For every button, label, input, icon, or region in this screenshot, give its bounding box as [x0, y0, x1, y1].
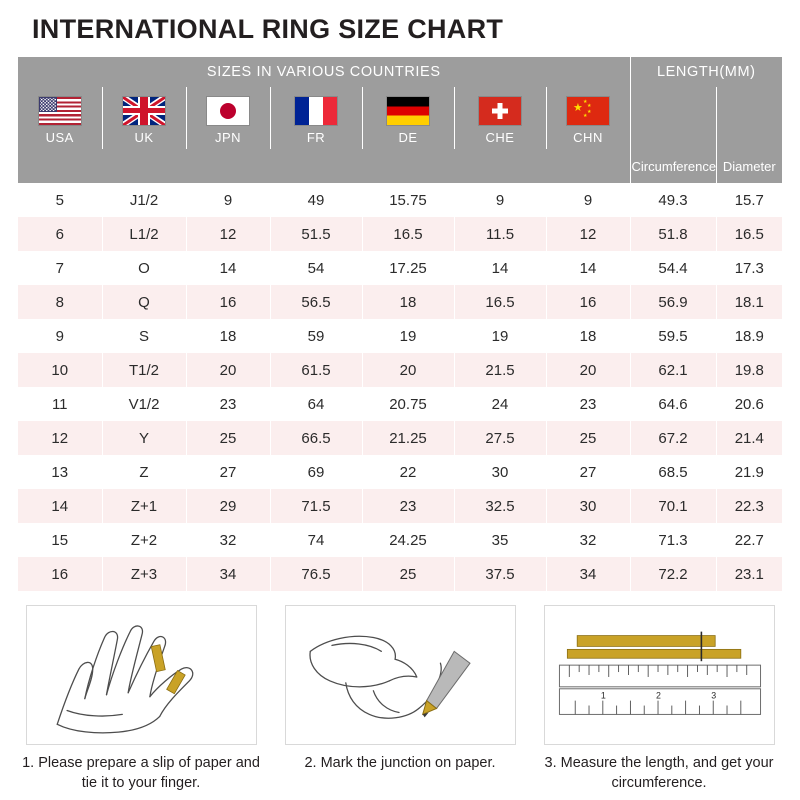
table-row [18, 353, 782, 387]
country-cell-chn [546, 87, 630, 149]
table-row [18, 489, 782, 523]
table-row [18, 285, 782, 319]
country-cell-fr [270, 87, 362, 149]
subheader-circumference: Circumference [630, 149, 716, 183]
cell-usa: 7 [18, 251, 102, 285]
country-label-uk: UK [134, 129, 154, 145]
hand-with-paper-strip-icon [26, 605, 257, 745]
cell-fr: 76.5 [270, 557, 362, 591]
cell-diameter: 16.5 [716, 217, 782, 251]
cell-che: 19 [454, 319, 546, 353]
cell-de: 17.25 [362, 251, 454, 285]
flag-usa-icon [39, 97, 81, 125]
instruction-step-1 [18, 605, 264, 793]
cell-diameter: 17.3 [716, 251, 782, 285]
country-cell-jpn [186, 87, 270, 149]
instructions-section [18, 591, 782, 793]
cell-che: 11.5 [454, 217, 546, 251]
cell-usa: 8 [18, 285, 102, 319]
flag-row [18, 87, 782, 149]
table-body [18, 183, 782, 591]
cell-chn: 23 [546, 387, 630, 421]
country-cell-de [362, 87, 454, 149]
cell-circumference: 72.2 [630, 557, 716, 591]
cell-de: 21.25 [362, 421, 454, 455]
table-row [18, 319, 782, 353]
cell-circumference: 49.3 [630, 183, 716, 217]
cell-jpn: 9 [186, 183, 270, 217]
table-row [18, 455, 782, 489]
cell-uk: S [102, 319, 186, 353]
table-row [18, 217, 782, 251]
cell-de: 24.25 [362, 523, 454, 557]
cell-usa: 12 [18, 421, 102, 455]
cell-usa: 9 [18, 319, 102, 353]
cell-jpn: 12 [186, 217, 270, 251]
cell-fr: 51.5 [270, 217, 362, 251]
cell-che: 37.5 [454, 557, 546, 591]
country-label-usa: USA [45, 129, 74, 145]
cell-diameter: 18.1 [716, 285, 782, 319]
page-title: INTERNATIONAL RING SIZE CHART [32, 14, 504, 44]
country-label-de: DE [398, 129, 418, 145]
cell-diameter: 19.8 [716, 353, 782, 387]
cell-che: 16.5 [454, 285, 546, 319]
cell-uk: Z+3 [102, 557, 186, 591]
cell-fr: 56.5 [270, 285, 362, 319]
cell-circumference: 68.5 [630, 455, 716, 489]
cell-usa: 13 [18, 455, 102, 489]
cell-diameter: 22.3 [716, 489, 782, 523]
cell-de: 23 [362, 489, 454, 523]
flag-germany-icon [387, 97, 429, 125]
flag-china-icon: ★ ★ ★ ★ ★ [567, 97, 609, 125]
cell-usa: 6 [18, 217, 102, 251]
length-header-spacer-circumference [630, 87, 716, 149]
cell-diameter: 20.6 [716, 387, 782, 421]
cell-circumference: 70.1 [630, 489, 716, 523]
cell-circumference: 71.3 [630, 523, 716, 557]
instruction-caption-3: 3. Measure the length, and get your circumference. [544, 755, 774, 791]
cell-che: 14 [454, 251, 546, 285]
cell-diameter: 21.9 [716, 455, 782, 489]
cell-jpn: 32 [186, 523, 270, 557]
flag-france-icon [295, 97, 337, 125]
cell-uk: V1/2 [102, 387, 186, 421]
table-row [18, 251, 782, 285]
cell-jpn: 25 [186, 421, 270, 455]
country-cell-uk [102, 87, 186, 149]
cell-de: 20 [362, 353, 454, 387]
cell-usa: 14 [18, 489, 102, 523]
instruction-step-3 [536, 605, 782, 793]
cell-usa: 5 [18, 183, 102, 217]
cell-circumference: 54.4 [630, 251, 716, 285]
cell-chn: 32 [546, 523, 630, 557]
hand-marking-with-pen-icon [285, 605, 516, 745]
country-cell-usa [18, 87, 102, 149]
cell-jpn: 23 [186, 387, 270, 421]
cell-diameter: 15.7 [716, 183, 782, 217]
cell-chn: 14 [546, 251, 630, 285]
cell-jpn: 18 [186, 319, 270, 353]
cell-circumference: 67.2 [630, 421, 716, 455]
cell-usa: 16 [18, 557, 102, 591]
cell-uk: L1/2 [102, 217, 186, 251]
subheader-diameter: Diameter [716, 149, 782, 183]
table-row [18, 557, 782, 591]
cell-che: 27.5 [454, 421, 546, 455]
cell-fr: 54 [270, 251, 362, 285]
cell-jpn: 34 [186, 557, 270, 591]
cell-chn: 30 [546, 489, 630, 523]
cell-chn: 20 [546, 353, 630, 387]
cell-jpn: 29 [186, 489, 270, 523]
table-row [18, 387, 782, 421]
flag-uk-icon [123, 97, 165, 125]
cell-diameter: 21.4 [716, 421, 782, 455]
cell-usa: 10 [18, 353, 102, 387]
cell-uk: J1/2 [102, 183, 186, 217]
ruler-measuring-strip-icon [544, 605, 775, 745]
cell-uk: O [102, 251, 186, 285]
cell-uk: Z+1 [102, 489, 186, 523]
cell-fr: 61.5 [270, 353, 362, 387]
country-cell-che [454, 87, 546, 149]
cell-diameter: 23.1 [716, 557, 782, 591]
cell-circumference: 59.5 [630, 319, 716, 353]
cell-che: 24 [454, 387, 546, 421]
cell-diameter: 18.9 [716, 319, 782, 353]
group-header-row [18, 57, 782, 87]
cell-uk: Q [102, 285, 186, 319]
cell-usa: 11 [18, 387, 102, 421]
svg-text:1: 1 [600, 690, 606, 701]
country-label-fr: FR [306, 129, 326, 145]
cell-che: 30 [454, 455, 546, 489]
cell-fr: 74 [270, 523, 362, 557]
subheader-spacer [18, 149, 630, 183]
cell-che: 21.5 [454, 353, 546, 387]
cell-diameter: 22.7 [716, 523, 782, 557]
cell-chn: 12 [546, 217, 630, 251]
cell-circumference: 64.6 [630, 387, 716, 421]
cell-fr: 59 [270, 319, 362, 353]
cell-de: 18 [362, 285, 454, 319]
instruction-caption-1: 1. Please prepare a slip of paper and tie it to your finger. [22, 755, 260, 791]
cell-circumference: 51.8 [630, 217, 716, 251]
cell-de: 16.5 [362, 217, 454, 251]
cell-che: 32.5 [454, 489, 546, 523]
cell-circumference: 62.1 [630, 353, 716, 387]
country-label-jpn: JPN [214, 129, 242, 145]
cell-uk: Z [102, 455, 186, 489]
cell-chn: 34 [546, 557, 630, 591]
subheader-row [18, 149, 782, 183]
cell-che: 9 [454, 183, 546, 217]
cell-fr: 69 [270, 455, 362, 489]
table-row [18, 183, 782, 217]
country-label-chn: CHN [573, 129, 603, 145]
cell-de: 15.75 [362, 183, 454, 217]
flag-japan-icon [207, 97, 249, 125]
group-header-length: LENGTH(MM) [630, 57, 782, 87]
cell-uk: Z+2 [102, 523, 186, 557]
cell-fr: 49 [270, 183, 362, 217]
svg-text:3: 3 [710, 690, 716, 701]
cell-de: 25 [362, 557, 454, 591]
cell-chn: 16 [546, 285, 630, 319]
table-row [18, 421, 782, 455]
cell-de: 22 [362, 455, 454, 489]
cell-jpn: 14 [186, 251, 270, 285]
svg-text:2: 2 [655, 690, 661, 701]
cell-de: 19 [362, 319, 454, 353]
cell-jpn: 27 [186, 455, 270, 489]
cell-fr: 64 [270, 387, 362, 421]
cell-chn: 9 [546, 183, 630, 217]
cell-circumference: 56.9 [630, 285, 716, 319]
group-header-countries: SIZES IN VARIOUS COUNTRIES [18, 57, 630, 87]
table-row [18, 523, 782, 557]
cell-uk: T1/2 [102, 353, 186, 387]
cell-chn: 25 [546, 421, 630, 455]
instruction-step-2 [277, 605, 523, 793]
instruction-caption-2: 2. Mark the junction on paper. [304, 755, 496, 771]
ring-size-table [18, 57, 782, 591]
cell-de: 20.75 [362, 387, 454, 421]
cell-jpn: 20 [186, 353, 270, 387]
cell-fr: 66.5 [270, 421, 362, 455]
length-header-spacer-diameter [716, 87, 782, 149]
cell-usa: 15 [18, 523, 102, 557]
cell-uk: Y [102, 421, 186, 455]
table-header [18, 57, 782, 183]
cell-fr: 71.5 [270, 489, 362, 523]
cell-chn: 18 [546, 319, 630, 353]
country-label-che: CHE [485, 129, 515, 145]
cell-jpn: 16 [186, 285, 270, 319]
flag-switzerland-icon [479, 97, 521, 125]
cell-che: 35 [454, 523, 546, 557]
cell-chn: 27 [546, 455, 630, 489]
